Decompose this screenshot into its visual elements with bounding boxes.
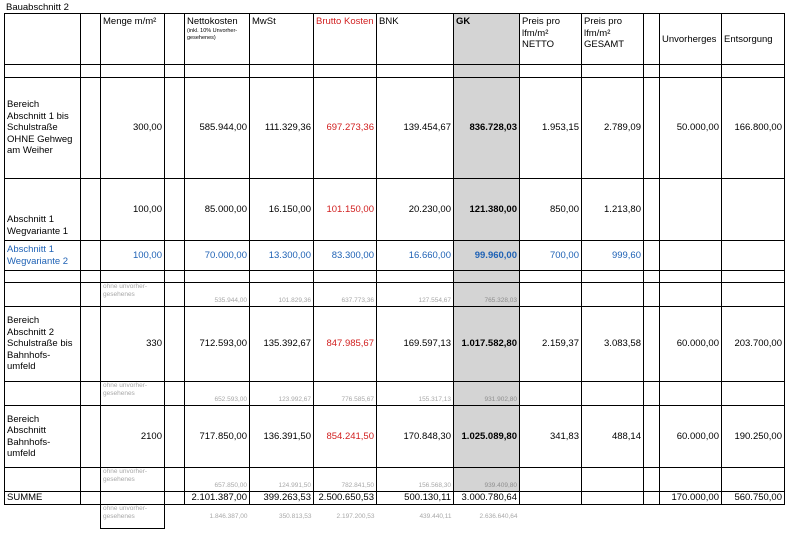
cell-preis-gesamt: 488,14: [582, 406, 644, 468]
cell-brutto: 2.197.200,53: [336, 513, 375, 520]
cost-table: [4, 13, 785, 529]
header-menge: Menge m/m²: [101, 14, 165, 65]
cell-preis-gesamt: 2.789,09: [582, 78, 644, 179]
cell-menge: 2100: [101, 406, 165, 468]
cell-brutto: 637.773,36: [314, 283, 377, 307]
header-brutto: Brutto Kosten: [314, 14, 377, 65]
cell-preis-netto: 2.159,37: [520, 307, 582, 382]
header-empty: [165, 14, 185, 65]
cell-menge: 100,00: [101, 241, 165, 271]
cell-netto: 652.593,00: [185, 382, 250, 406]
cell-preis-gesamt: 3.083,58: [582, 307, 644, 382]
cell-brutto: 782.841,50: [314, 468, 377, 492]
header-nettokosten: [185, 14, 250, 65]
table-row: [5, 406, 785, 468]
cell-entsorgung: [722, 179, 785, 241]
cell-brutto: 697.273,36: [314, 78, 377, 179]
cell-entsorgung: 203.700,00: [722, 307, 785, 382]
cell-netto: 657.850,00: [185, 468, 250, 492]
cell-mwst: 123.992,67: [250, 382, 314, 406]
header-netto-label: Nettokosten: [187, 16, 238, 27]
cell-bnk: 139.454,67: [377, 78, 454, 179]
cell-gk: 2.636.640,64: [479, 513, 518, 520]
header-empty: [644, 14, 660, 65]
cell-netto: 717.850,00: [185, 406, 250, 468]
cell-preis-gesamt: 1.213,80: [582, 179, 644, 241]
cell-preis-netto: 341,83: [520, 406, 582, 468]
cell-gk: 1.025.089,80: [454, 406, 520, 468]
table-row-ohne: [5, 382, 785, 406]
cell-menge: 100,00: [101, 179, 165, 241]
header-unvorherges: Unvorherges: [660, 14, 722, 65]
cell-netto: 70.000,00: [185, 241, 250, 271]
cell-preis-gesamt: 999,60: [582, 241, 644, 271]
cell-mwst: 135.392,67: [250, 307, 314, 382]
table-row-ohne: [5, 468, 785, 492]
table-row: [5, 241, 785, 271]
cell-brutto: 847.985,67: [314, 307, 377, 382]
row-label-ohne: ohne unvorher-gesehenes: [101, 505, 165, 529]
header-netto-note: (inkl. 10% Unvorher-gesehenes): [187, 27, 238, 41]
cell-gk: 939.409,80: [454, 468, 520, 492]
row-label: Bereich Abschnitt 2 Schulstraße bis Bahnhofs-umfeld: [5, 307, 81, 382]
cell-netto: 2.101.387,00: [185, 492, 250, 505]
cell-mwst: 399.263,53: [250, 492, 314, 505]
header-preis-gesamt: Preis pro lfm/m² GESAMT: [582, 14, 644, 65]
cell-bnk: 439.440,11: [419, 513, 452, 520]
header-mwst: MwSt: [250, 14, 314, 65]
header-entsorgung: Entsorgung: [722, 14, 785, 65]
row-label: SUMME: [5, 492, 81, 505]
cell-mwst: 350.813,53: [278, 513, 312, 520]
row-label: Bereich Abschnitt Bahnhofs-umfeld: [5, 406, 81, 468]
header-empty: [5, 14, 81, 65]
spacer-row: [5, 65, 785, 78]
cell-bnk: 20.230,00: [377, 179, 454, 241]
header-row: [5, 14, 785, 65]
row-label: Bereich Abschnitt 1 bis Schulstraße OHNE Gehweg am Weiher: [5, 78, 81, 179]
row-label: Abschnitt 1 Wegvariante 2: [5, 241, 81, 271]
cell-gk: 836.728,03: [454, 78, 520, 179]
cell-preis-netto: 850,00: [520, 179, 582, 241]
cell-netto: 1.846.387,00: [209, 513, 248, 520]
table-row-ohne: [5, 283, 785, 307]
row-label-ohne: ohne unvorher-gesehenes: [101, 283, 165, 307]
sheet-title: Bauabschnitt 2: [6, 2, 69, 13]
cell-mwst: 101.829,36: [250, 283, 314, 307]
cell-entsorgung: 190.250,00: [722, 406, 785, 468]
cell-gk: 1.017.582,80: [454, 307, 520, 382]
summe-row: [5, 492, 785, 505]
row-label-ohne: ohne unvorher-gesehenes: [101, 468, 165, 492]
cell-entsorgung: 560.750,00: [722, 492, 785, 505]
cell-bnk: 127.554,67: [377, 283, 454, 307]
cell-mwst: 16.150,00: [250, 179, 314, 241]
cell-netto: 585.944,00: [185, 78, 250, 179]
cell-bnk: 170.848,30: [377, 406, 454, 468]
cell-gk: 121.380,00: [454, 179, 520, 241]
cell-gk: 765.328,03: [454, 283, 520, 307]
header-bnk: BNK: [377, 14, 454, 65]
cell-bnk: 16.660,00: [377, 241, 454, 271]
cell-mwst: 111.329,36: [250, 78, 314, 179]
header-preis-netto: Preis pro lfm/m² NETTO: [520, 14, 582, 65]
cell-brutto: 83.300,00: [314, 241, 377, 271]
cell-bnk: 155.317,13: [377, 382, 454, 406]
spacer-row: [5, 271, 785, 283]
cell-gk: 3.000.780,64: [454, 492, 520, 505]
cell-preis-netto: 700,00: [520, 241, 582, 271]
cell-mwst: 124.991,50: [250, 468, 314, 492]
cell-mwst: 136.391,50: [250, 406, 314, 468]
cell-unvorherges: 60.000,00: [660, 307, 722, 382]
cell-unvorherges: 170.000,00: [660, 492, 722, 505]
table-row: [5, 307, 785, 382]
header-gk: GK: [454, 14, 520, 65]
table-row: [5, 179, 785, 241]
cell-unvorherges: 60.000,00: [660, 406, 722, 468]
cell-netto: 535.944,00: [185, 283, 250, 307]
cell-mwst: 13.300,00: [250, 241, 314, 271]
cell-brutto: 776.585,67: [314, 382, 377, 406]
row-label-ohne: ohne unvorher-gesehenes: [101, 382, 165, 406]
cell-brutto: 854.241,50: [314, 406, 377, 468]
cell-bnk: 169.597,13: [377, 307, 454, 382]
cell-gk: 931.902,80: [454, 382, 520, 406]
row-label: Abschnitt 1 Wegvariante 1: [5, 179, 81, 241]
cell-preis-netto: 1.953,15: [520, 78, 582, 179]
cell-brutto: 2.500.650,53: [314, 492, 377, 505]
cell-bnk: 500.130,11: [377, 492, 454, 505]
cell-netto: 85.000,00: [185, 179, 250, 241]
cell-brutto: 101.150,00: [314, 179, 377, 241]
cell-netto: 712.593,00: [185, 307, 250, 382]
cell-entsorgung: 166.800,00: [722, 78, 785, 179]
cell-unvorherges: [660, 179, 722, 241]
cell-menge: 330: [101, 307, 165, 382]
cell-menge: 300,00: [101, 78, 165, 179]
table-row: [5, 78, 785, 179]
header-empty: [81, 14, 101, 65]
cell-gk: 99.960,00: [454, 241, 520, 271]
table-row-ohne: [5, 505, 785, 529]
cell-bnk: 156.568,30: [377, 468, 454, 492]
cell-unvorherges: 50.000,00: [660, 78, 722, 179]
